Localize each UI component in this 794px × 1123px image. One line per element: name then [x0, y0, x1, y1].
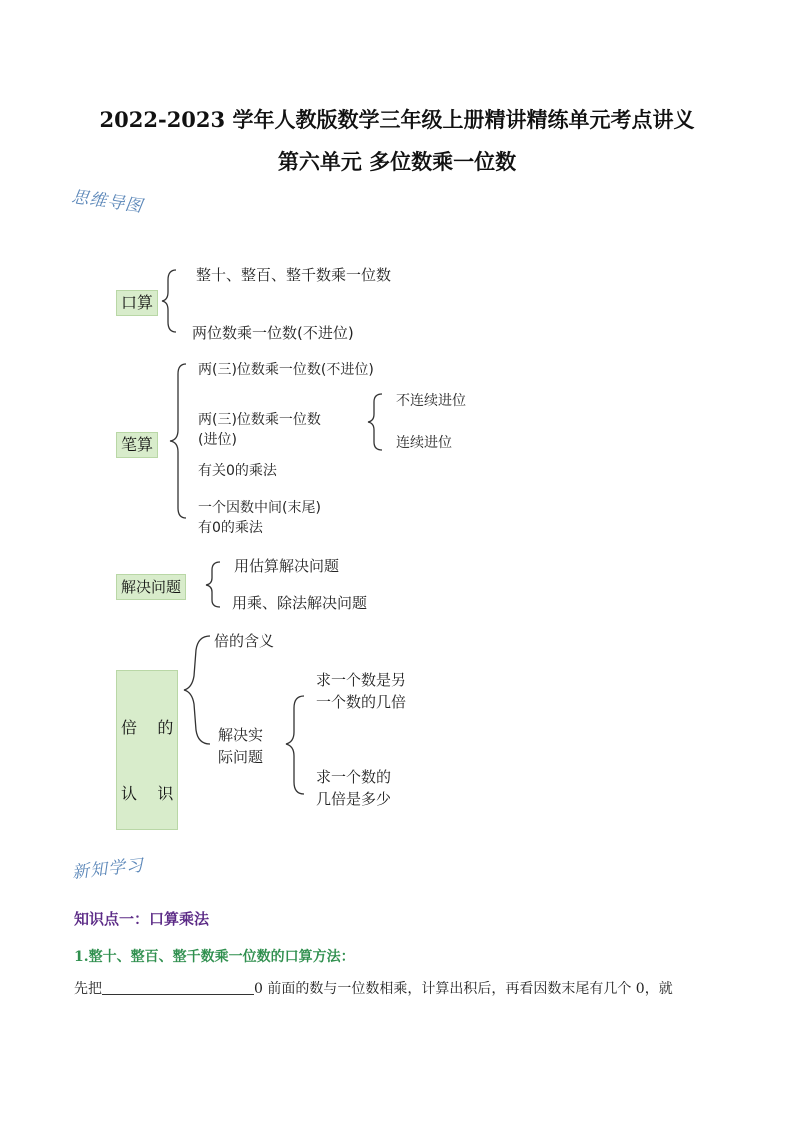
knowledge-point-1-title: 知识点一：口算乘法: [74, 910, 210, 928]
written-carry-noncontinuous: 不连续进位: [396, 393, 466, 409]
solve-item-2: 用乘、除法解决问题: [232, 594, 368, 612]
brace-carry: [368, 394, 382, 450]
multiple-concept-node: [116, 670, 178, 830]
oral-item-1: 整十、整百、整千数乘一位数: [196, 266, 392, 284]
written-carry-continuous: 连续进位: [396, 435, 452, 451]
oral-item-2: 两位数乘一位数(不进位): [192, 324, 354, 342]
page-title: 2022-2023 学年人教版数学三年级上册精讲精练单元考点讲义: [99, 107, 695, 132]
mindmap-section-label: 思维导图: [70, 187, 145, 217]
written-item-4-line1: 一个因数中间(末尾): [198, 500, 321, 516]
times-sub2-line1: 求一个数的: [316, 768, 392, 786]
times-sub1-line2: 一个数的几倍: [316, 693, 407, 711]
brace-solve: [206, 562, 220, 607]
written-item-4-line2: 有0的乘法: [198, 520, 263, 536]
brace-times: [184, 636, 210, 744]
brace-written: [170, 364, 186, 518]
multiple-concept-label-1: 倍 的: [121, 718, 174, 737]
written-calculation-node: 笔算: [116, 432, 158, 458]
times-practical-line2: 际问题: [218, 748, 264, 766]
written-item-2-line2: (进位): [198, 432, 237, 448]
new-learning-section-label: 新知学习: [71, 855, 145, 883]
times-sub1-line1: 求一个数是另: [316, 671, 407, 689]
unit-subtitle: 第六单元 多位数乘一位数: [277, 149, 517, 174]
paragraph-text-start: 先把: [74, 981, 102, 997]
written-item-3: 有关0的乘法: [198, 463, 277, 479]
oral-calculation-node: 口算: [116, 290, 158, 316]
knowledge-paragraph: [74, 978, 673, 998]
fill-in-blank[interactable]: [102, 980, 254, 995]
written-item-2-line1: 两(三)位数乘一位数: [198, 412, 321, 428]
brace-oral: [162, 270, 176, 332]
solve-item-1: 用估算解决问题: [234, 557, 340, 575]
solve-problems-node: 解决问题: [116, 574, 186, 600]
multiple-concept-label-2: 认 识: [121, 784, 174, 803]
times-meaning: 倍的含义: [214, 632, 275, 650]
times-practical-line1: 解决实: [218, 726, 264, 744]
written-item-1: 两(三)位数乘一位数(不进位): [198, 362, 374, 378]
times-sub2-line2: 几倍是多少: [316, 790, 392, 808]
paragraph-text-end: 0 前面的数与一位数相乘，计算出积后，再看因数末尾有几个 0，就: [254, 981, 673, 997]
brace-solve-practical: [286, 696, 304, 794]
knowledge-point-1-subtitle: 1.整十、整百、整千数乘一位数的口算方法：: [74, 949, 355, 965]
